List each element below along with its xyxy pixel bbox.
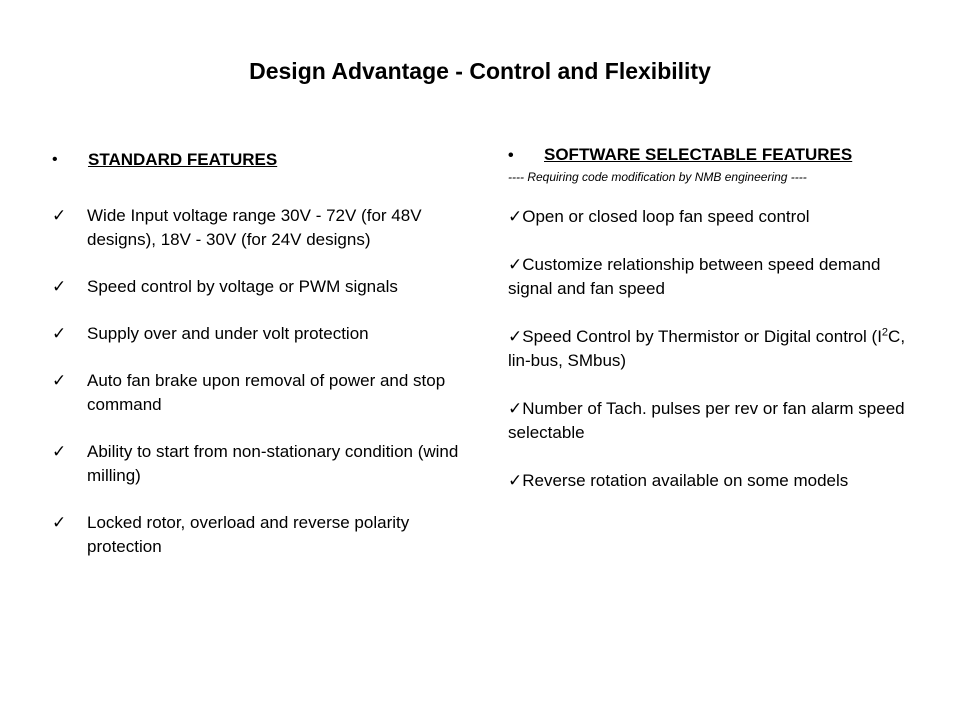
standard-features-column [52, 148, 462, 582]
engineering-note: ---- Requiring code modification by NMB engineering ---- [508, 170, 807, 184]
list-item-text: Ability to start from non-stationary condition (wind milling) [87, 442, 459, 485]
software-features-heading-row [508, 143, 908, 168]
list-item-text: Number of Tach. pulses per rev or fan alarm speed selectable [508, 399, 905, 442]
checkmark-icon: ✓ [508, 255, 523, 275]
list-item [52, 204, 462, 252]
checkmark-icon: ✓ [52, 442, 67, 462]
software-features-column [508, 143, 908, 517]
list-item-text: Locked rotor, overload and reverse polarity protection [87, 513, 410, 556]
checkmark-icon: ✓ [52, 277, 67, 297]
checkmark-icon: ✓ [508, 399, 523, 419]
list-item [52, 322, 462, 346]
list-item-text: Auto fan brake upon removal of power and stop command [87, 371, 446, 414]
standard-features-heading-row [52, 148, 462, 172]
list-item-text: Open or closed loop fan speed control [522, 207, 810, 226]
checkmark-icon: ✓ [508, 327, 523, 347]
checkmark-icon: ✓ [52, 324, 67, 344]
slide-title: Design Advantage - Control and Flexibility [249, 58, 711, 84]
list-item [508, 205, 908, 229]
list-item [52, 511, 462, 559]
list-item-text: Reverse rotation available on some models [522, 471, 849, 490]
list-item [508, 397, 908, 445]
checkmark-icon: ✓ [508, 207, 523, 227]
list-item-text: Supply over and under volt protection [87, 324, 369, 343]
list-item [508, 325, 908, 373]
list-item-text-after: C, lin-bus, SMbus) [508, 327, 906, 370]
bullet-icon: • [52, 151, 58, 168]
superscript-2: 2 [881, 326, 889, 339]
list-item-text: Customize relationship between speed demand signal and fan speed [508, 255, 881, 298]
checkmark-icon: ✓ [52, 513, 67, 533]
checkmark-icon: ✓ [52, 371, 67, 391]
checkmark-icon: ✓ [52, 206, 67, 226]
list-item-text: Wide Input voltage range 30V - 72V (for 48V designs), 18V - 30V (for 24V designs) [87, 206, 422, 249]
list-item [52, 369, 462, 417]
list-item-text: Speed control by voltage or PWM signals [87, 277, 398, 296]
software-features-heading: SOFTWARE SELECTABLE FEATURES [544, 145, 853, 164]
list-item [52, 275, 462, 299]
list-item-text-before: Speed Control by Thermistor or Digital control (I [522, 327, 882, 346]
list-item [508, 253, 908, 301]
checkmark-icon: ✓ [508, 471, 523, 491]
list-item [508, 469, 908, 493]
list-item [52, 440, 462, 488]
standard-features-heading: STANDARD FEATURES [88, 150, 278, 169]
bullet-icon: • [508, 147, 514, 164]
